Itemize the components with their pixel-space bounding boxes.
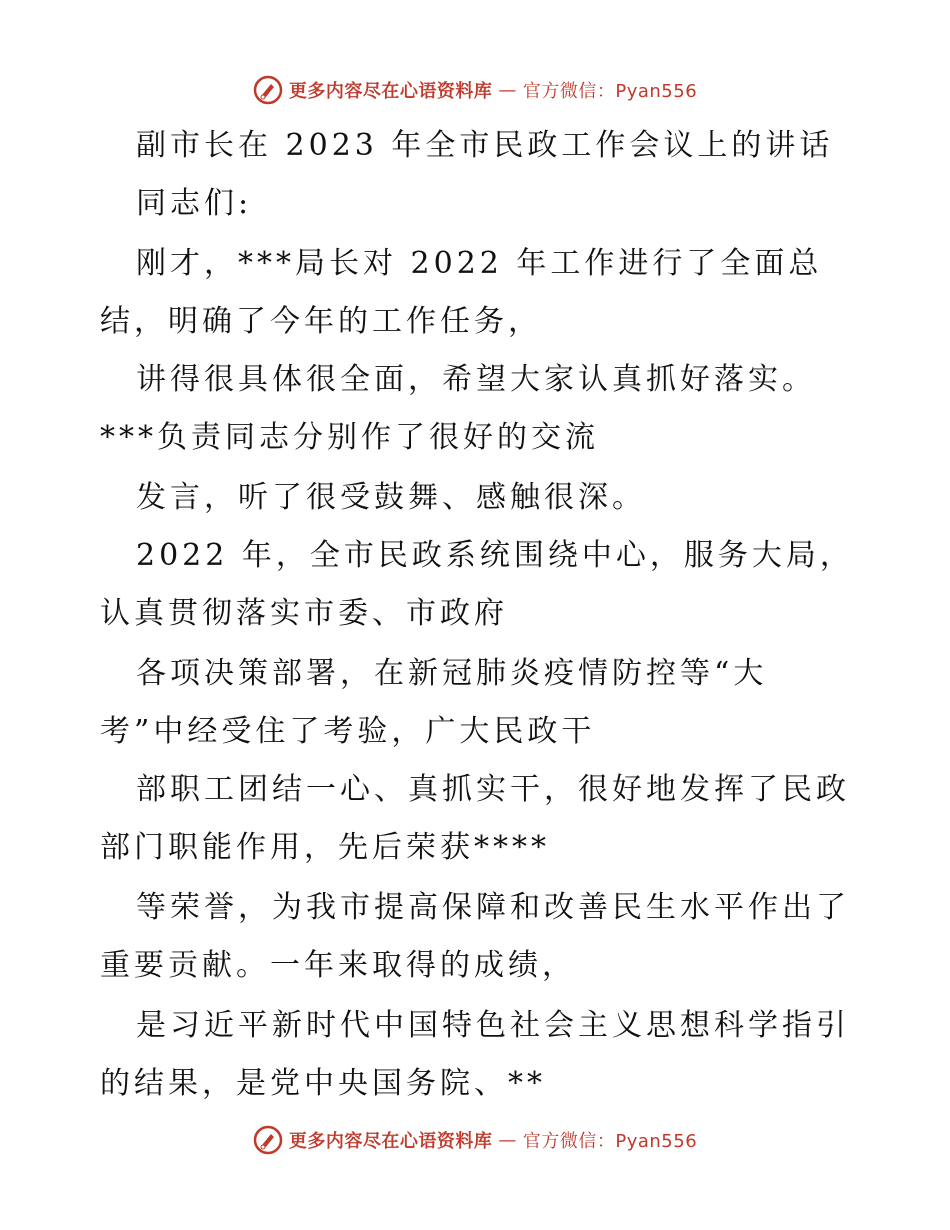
paragraph-line: 认真贯彻落实市委、市政府 — [100, 596, 508, 631]
document-title: 副市长在 2023 年全市民政工作会议上的讲话 — [136, 128, 834, 163]
pen-logo-icon — [253, 1125, 283, 1155]
paragraph-line: 刚才，***局长对 2022 年工作进行了全面总 — [136, 246, 823, 281]
paragraph-line: 是习近平新时代中国特色社会主义思想科学指引 — [136, 1008, 850, 1043]
paragraph-line: 各项决策部署，在新冠肺炎疫情防控等“大 — [136, 656, 768, 691]
pen-logo-icon — [253, 75, 283, 105]
footer-watermark — [0, 1120, 950, 1160]
watermark-contact: 官方微信：Pyan556 — [522, 1131, 698, 1152]
watermark-main-text: 更多内容尽在心语资料库 — [288, 1131, 493, 1152]
watermark-separator: — — [498, 1129, 517, 1151]
paragraph-line: 发言，听了很受鼓舞、感触很深。 — [136, 480, 646, 515]
paragraph-line: 的结果，是党中央国务院、** — [100, 1066, 546, 1101]
watermark-separator: — — [498, 79, 517, 101]
paragraph-line: 重要贡献。一年来取得的成绩， — [100, 948, 576, 983]
paragraph-line: 2022 年，全市民政系统围绕中心，服务大局， — [136, 538, 854, 573]
watermark-main-text: 更多内容尽在心语资料库 — [288, 81, 493, 102]
paragraph-line: 结，明确了今年的工作任务， — [100, 304, 542, 339]
watermark-contact: 官方微信：Pyan556 — [522, 81, 698, 102]
header-watermark — [0, 70, 950, 110]
paragraph-line: 部门职能作用，先后荣获**** — [100, 830, 550, 865]
paragraph-line: 考”中经受住了考验，广大民政干 — [100, 714, 596, 749]
paragraph-line: 讲得很具体很全面，希望大家认真抓好落实。 — [136, 362, 816, 397]
paragraph-line: 部职工团结一心、真抓实干，很好地发挥了民政 — [136, 772, 850, 807]
paragraph-line: 等荣誉，为我市提高保障和改善民生水平作出了 — [136, 890, 850, 925]
paragraph-line: ***负责同志分别作了很好的交流 — [100, 420, 599, 455]
paragraph-line: 同志们: — [136, 186, 253, 221]
